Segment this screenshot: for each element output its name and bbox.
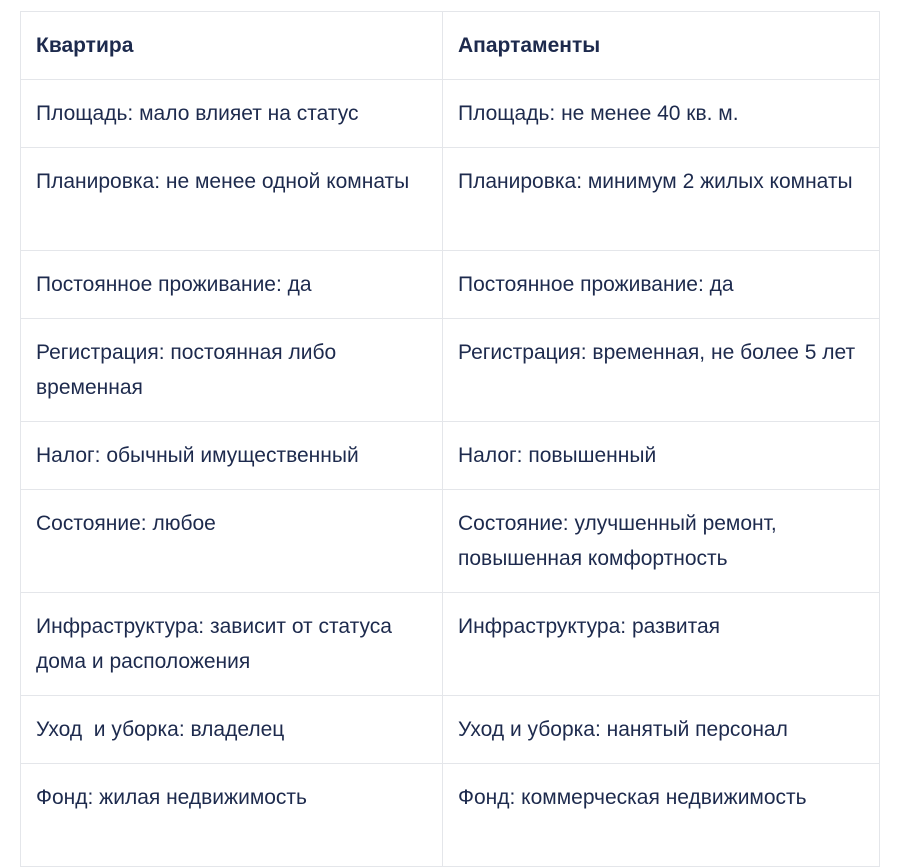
table-row-condition	[21, 490, 880, 593]
table-cell: Регистрация: временная, не более 5 лет	[443, 319, 880, 422]
table-cell: Инфраструктура: развитая	[443, 593, 880, 696]
table-header	[21, 12, 880, 80]
table-cell: Площадь: не менее 40 кв. м.	[443, 80, 880, 148]
table-row-tax	[21, 422, 880, 490]
table-cell: Состояние: улучшенный ремонт, повышенная комфортность	[443, 490, 880, 593]
table-cell: Планировка: не менее одной комнаты	[21, 148, 443, 251]
table-row-layout	[21, 148, 880, 251]
table-row-registration	[21, 319, 880, 422]
table-cell: Фонд: коммерческая недвижимость	[443, 764, 880, 867]
table-body	[21, 80, 880, 867]
table-row-fund	[21, 764, 880, 867]
table-cell: Состояние: любое	[21, 490, 443, 593]
header-row	[21, 12, 880, 80]
table-row-area	[21, 80, 880, 148]
table-row-maintenance	[21, 696, 880, 764]
table-cell: Постоянное проживание: да	[21, 251, 443, 319]
table-cell: Планировка: минимум 2 жилых комнаты	[443, 148, 880, 251]
comparison-table	[20, 11, 880, 867]
table-row-residence	[21, 251, 880, 319]
table-row-infrastructure	[21, 593, 880, 696]
table-cell: Регистрация: постоянная либо временная	[21, 319, 443, 422]
table-cell: Налог: обычный имущественный	[21, 422, 443, 490]
table-cell: Уход и уборка: владелец	[21, 696, 443, 764]
table-cell: Площадь: мало влияет на статус	[21, 80, 443, 148]
table-cell: Уход и уборка: нанятый персонал	[443, 696, 880, 764]
table-cell: Фонд: жилая недвижимость	[21, 764, 443, 867]
header-apartments-commercial: Апартаменты	[443, 12, 880, 80]
table-cell: Инфраструктура: зависит от статуса дома и расположения	[21, 593, 443, 696]
table-cell: Налог: повышенный	[443, 422, 880, 490]
header-apartment-flat: Квартира	[21, 12, 443, 80]
table-cell: Постоянное проживание: да	[443, 251, 880, 319]
